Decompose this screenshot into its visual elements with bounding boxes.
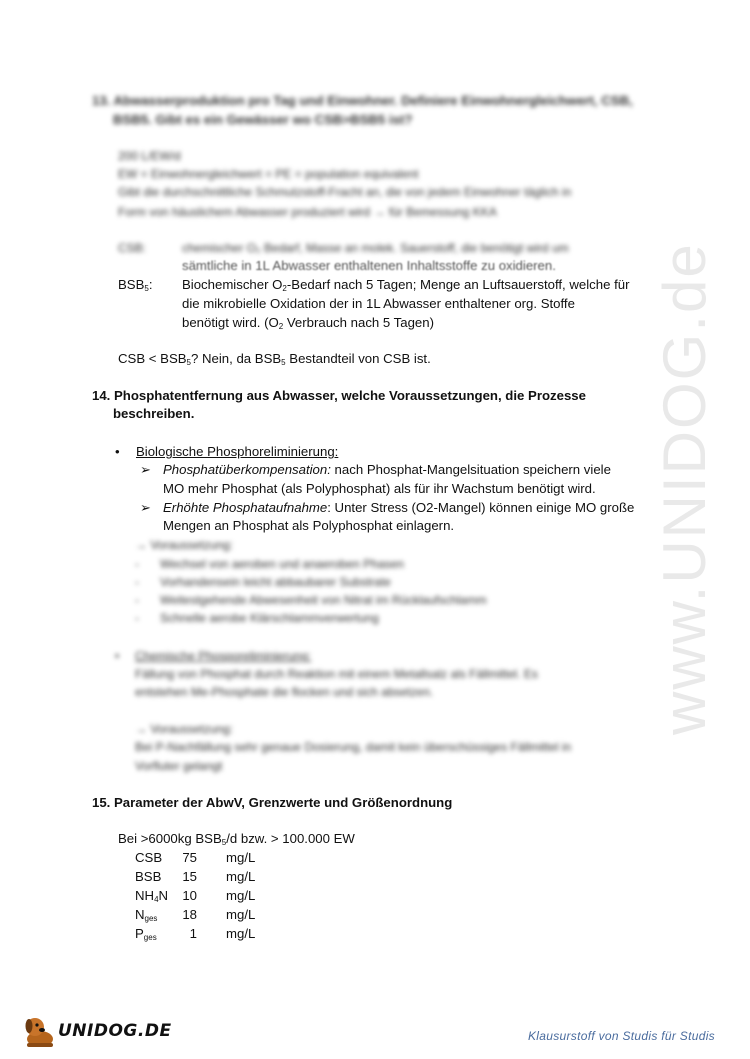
q13-line-1: 200 L/EW/d <box>118 149 181 163</box>
param-value: 18 <box>182 907 197 922</box>
chem-line2: entstehen Me-Phosphate die flocken und sich absetzen. <box>135 685 434 699</box>
param-unit: mg/L <box>226 869 256 884</box>
bio-heading: Biologische Phosphoreliminierung: <box>136 444 339 459</box>
prereq-item: Wechsel von aeroben und anaeroben Phasen <box>160 557 404 571</box>
q13-title-line2: BSB5. Gibt es ein Gewässer wo CSB>BSB5 ist? <box>113 112 413 127</box>
csb-bsb-comparison: CSB < $BSB_5$? Nein, da $BSB_5$ Bestandteil von CSB ist. <box>118 351 431 367</box>
q15-intro: Bei >6000kg $BSB_5/d$ bzw. > 100.000 EW <box>118 831 355 847</box>
q13-line-2: EW = Einwohnergleichwert = PE = population equivalent <box>118 167 419 181</box>
bsb-def-line3: benötigt wird. ($O_2$ Verbrauch nach 5 Tagen) <box>182 315 434 331</box>
prereq-item: Weitestgehende Abwesenheit von Nitrat im Rücklaufschlamm <box>160 593 487 607</box>
param-unit: mg/L <box>226 888 256 903</box>
prereq-dash: - <box>135 575 139 589</box>
footer-tagline: Klausurstoff von Studis für Studis <box>528 1029 715 1043</box>
item1-line1: Phosphatüberkompensation: nach Phosphat-Mangelsituation speichern viele <box>163 462 611 477</box>
param-value: 10 <box>182 888 197 903</box>
q13-line-4: Form von häuslichem Abwasser produziert wird → für Bemessung KKA <box>118 205 497 219</box>
param-unit: mg/L <box>226 926 256 941</box>
csb-def-line2: sämtliche in 1L Abwasser enthaltenen Inhaltsstoffe zu oxidieren. <box>182 258 556 273</box>
chem-heading: Chemische Phosporeliminierung: <box>135 649 312 663</box>
param-name: $NH_4N$ <box>135 888 169 904</box>
param-value: 15 <box>182 869 197 884</box>
param-name: BSB <box>135 869 162 884</box>
prereq-dash: - <box>135 557 139 571</box>
chem-line1: Fällung von Phosphat durch Reaktion mit einem Metallsalz als Fällmittel. Es <box>135 667 538 681</box>
csb-def-line1: chemischer O₂ Bedarf, Masse an molek. Sauerstoff, die benötigt wird um <box>182 241 569 255</box>
bsb-def-line1: Biochemischer $O_2$-Bedarf nach 5 Tagen; Menge an Luftsauerstoff, welche für <box>182 277 630 293</box>
prereq2-line1: Bei P-Nachfällung sehr genaue Dosierung, damit kein überschüssiges Fällmittel in <box>135 740 572 754</box>
prereq-item: Vorhandensein leicht abbaubarer Substrate <box>160 575 391 589</box>
param-name: CSB <box>135 850 163 865</box>
item2-line2: Mengen an Phosphat als Polyphosphat einlagern. <box>163 518 455 533</box>
watermark: www.UNIDOG.de <box>651 242 718 735</box>
bullet-dot: • <box>115 444 120 459</box>
param-name: $N_{ges}$ <box>135 907 158 923</box>
prereq-dash: - <box>135 611 139 625</box>
param-unit: mg/L <box>226 907 256 922</box>
bullet-dot: • <box>115 649 120 663</box>
bsb-def-line2: die mikrobielle Oxidation der in 1L Abwasser enthaltener org. Stoffe <box>182 296 575 311</box>
csb-label: CSB: <box>118 241 147 255</box>
bsb-label: $BSB_5$: <box>118 277 153 293</box>
prerequisite-heading-2: → Voraussetzung: <box>135 722 234 736</box>
item1-line2: MO mehr Phosphat (als Polyphosphat) als für ihr Wachstum benötigt wird. <box>163 481 596 496</box>
q13-title-line1: 13. Abwasserproduktion pro Tag und Einwohner. Definiere Einwohnergleichwert, CSB, <box>92 93 633 108</box>
prereq-item: Schnelle aerobe Klärschlammverwertung <box>160 611 379 625</box>
q15-title: 15. Parameter der AbwV, Grenzwerte und Größenordnung <box>92 795 453 810</box>
item2-line1: Erhöhte Phosphataufnahme: Unter Stress (O2-Mangel) können einige MO große <box>163 500 635 515</box>
q14-title-line2: beschreiben. <box>113 406 195 421</box>
prereq-dash: - <box>135 593 139 607</box>
param-unit: mg/L <box>226 850 256 865</box>
param-value: 1 <box>189 926 197 941</box>
arrow-bullet-icon: ➢ <box>140 462 152 477</box>
param-name: $P_{ges}$ <box>135 926 157 942</box>
param-value: 75 <box>182 850 197 865</box>
prerequisite-heading-1: → Voraussetzung: <box>135 538 234 552</box>
arrow-bullet-icon: ➢ <box>140 500 152 515</box>
logo-text: UNIDOG.DE <box>58 1021 172 1041</box>
dog-logo-icon <box>22 1012 58 1050</box>
q13-line-3: Gibt die durchschnittliche Schmutzstoff-Fracht an, die von jedem Einwohner täglich in <box>118 185 572 199</box>
prereq2-line2: Vorfluter gelangt <box>135 759 223 773</box>
q14-title-line1: 14. Phosphatentfernung aus Abwasser, welche Voraussetzungen, die Prozesse <box>92 388 586 403</box>
